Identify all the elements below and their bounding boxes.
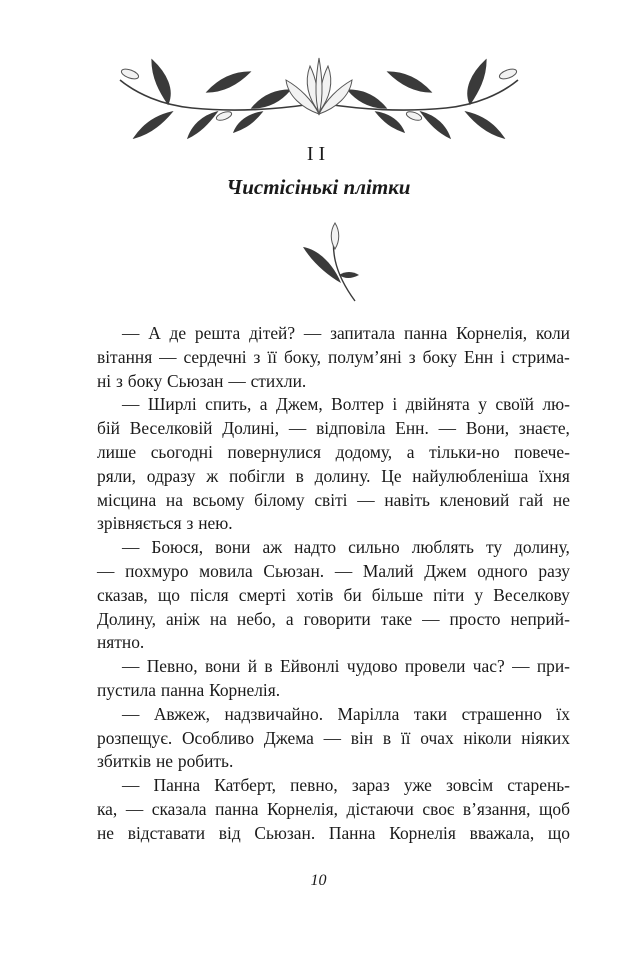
text-line: — Боюся, вони аж надто сильно люблять ту долину, [122, 537, 570, 558]
chapter-number: II [306, 143, 331, 165]
text-line: збитків не робить. [97, 751, 234, 772]
text-line: нятно. [97, 632, 145, 653]
text-line: — Ширлі спить, а Джем, Волтер і двійнята у своїй лю- [122, 394, 570, 415]
page-number: 10 [310, 872, 327, 889]
text-line: ні з боку Сьюзан — стихли. [97, 370, 307, 391]
text-line: — похмуро мовила Сьюзан. — Малий Джем одного разу [97, 560, 570, 581]
text-line: Долину, аніж на небо, а говорити таке — просто неприй- [97, 608, 570, 629]
text-line: ряли, одразу ж побігли в долину. Це найулюбленіша їхня [97, 465, 570, 486]
flower-garland-icon [112, 52, 526, 146]
text-line: зрівняється з нею. [97, 513, 233, 534]
text-line: лише сьогодні повернулися додому, а тільки-но повече- [97, 441, 570, 462]
text-line: розпещує. Особливо Джема — він в її очах ніколи ніяких [97, 727, 570, 748]
text-line: пустила панна Корнелія. [97, 679, 281, 700]
body-text [97, 322, 570, 846]
text-line: сказав, що після смерті хотів би більше піти у Веселкову [97, 584, 570, 605]
chapter-title: Чистісінькі плітки [226, 175, 411, 199]
text-line: — Певно, вони й в Ейвонлі чудово провели час? — при- [122, 656, 570, 677]
text-line: бій Веселковій Долині, — відповіла Енн. — Вони, знаєте, [97, 418, 570, 439]
text-line: вітання — сердечні з її боку, полум’яні з боку Енн і стрима- [97, 346, 570, 367]
lily-sprig-icon [299, 219, 361, 305]
text-line: не відставати від Сьюзан. Панна Корнелія вважала, що [97, 822, 570, 843]
text-line: ка, — сказала панна Корнелія, дістаючи своє в’язання, щоб [97, 798, 570, 819]
text-line: — Панна Катберт, певно, зараз уже зовсім старень- [122, 775, 570, 796]
text-line: місцина на всьому білому світі — навіть кленовий гай не [97, 489, 570, 510]
text-line: — А де решта дітей? — запитала панна Корнелія, коли [122, 323, 570, 343]
text-line: — Авжеж, надзвичайно. Марілла таки страшенно їх [122, 703, 570, 724]
